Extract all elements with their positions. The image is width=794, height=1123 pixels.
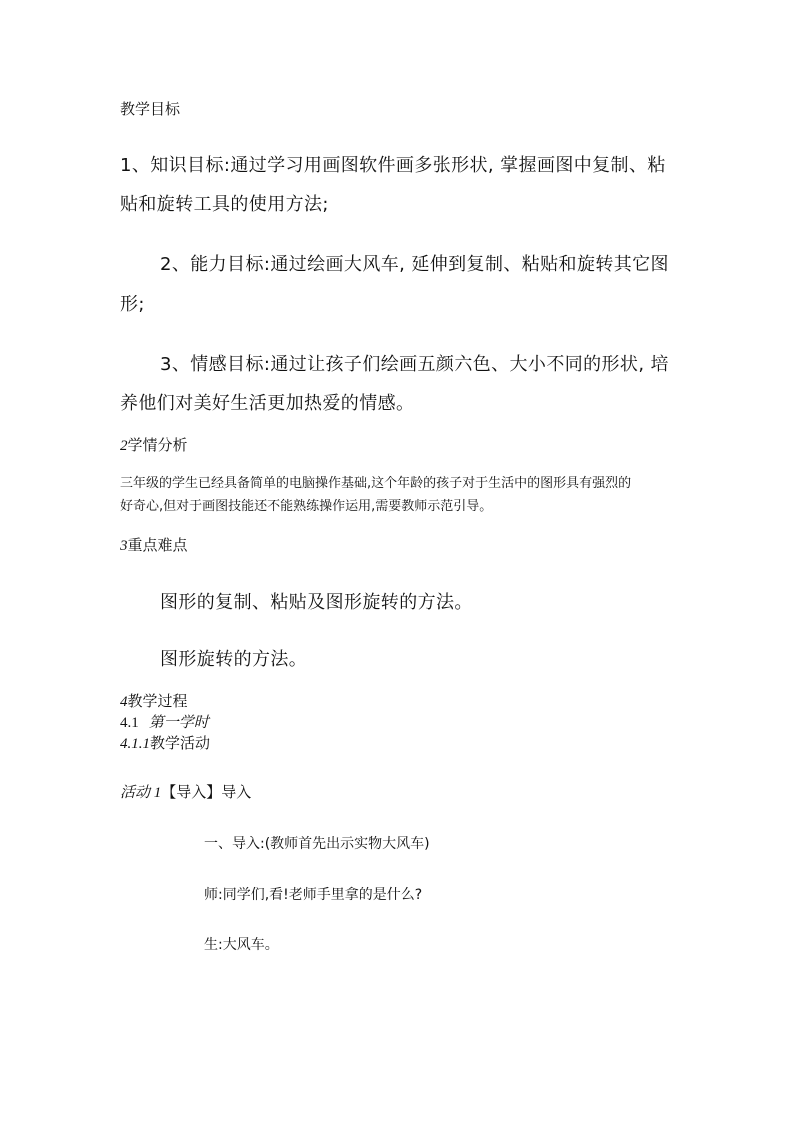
key-point-2: 图形旋转的方法。 xyxy=(160,649,308,670)
activity-title: 导入 xyxy=(221,783,252,801)
emotion-objective-line1: 3、情感目标:通过让孩子们绘画五颜六色、大小不同的形状, 培 xyxy=(160,354,669,375)
activity-line-2: 师:同学们,看!老师手里拿的是什么? xyxy=(204,887,423,903)
process-subsubheading xyxy=(120,732,210,753)
key-points-heading xyxy=(120,534,188,555)
analysis-text-line2: 好奇心,但对于画图技能还不能熟练操作运用,需要教师示范引导。 xyxy=(120,499,493,514)
analysis-title: 学情分析 xyxy=(127,436,188,454)
process-sub-number: 4.1 xyxy=(120,715,139,731)
process-number: 4 xyxy=(120,694,128,710)
activity-tag: 【导入】 xyxy=(161,783,222,801)
activity-line-1: 一、导入:(教师首先出示实物大风车) xyxy=(204,836,430,852)
activity-label: 活动 1 xyxy=(120,785,162,801)
key-points-number: 3 xyxy=(120,538,128,554)
analysis-heading xyxy=(120,434,188,455)
process-heading xyxy=(120,690,188,711)
ability-objective-line2: 形; xyxy=(120,294,145,315)
ability-objective-line1: 2、能力目标:通过绘画大风车, 延伸到复制、粘贴和旋转其它图 xyxy=(160,254,669,275)
knowledge-objective-line2: 贴和旋转工具的使用方法; xyxy=(120,194,329,215)
emotion-objective-line2: 养他们对美好生活更加热爱的情感。 xyxy=(120,393,415,414)
analysis-text-line1: 三年级的学生已经具备简单的电脑操作基础,这个年龄的孩子对于生活中的图形具有强烈的 xyxy=(120,476,632,491)
analysis-number: 2 xyxy=(120,438,128,454)
knowledge-objective-line1: 1、知识目标:通过学习用画图软件画多张形状, 掌握画图中复制、粘 xyxy=(120,155,666,176)
key-point-1: 图形的复制、粘贴及图形旋转的方法。 xyxy=(160,592,473,613)
activity-heading xyxy=(120,781,251,802)
objectives-heading: 教学目标 xyxy=(120,100,181,118)
process-subsub-title: 教学活动 xyxy=(150,734,211,752)
key-points-title: 重点难点 xyxy=(127,536,188,554)
process-subheading xyxy=(120,711,209,732)
process-title: 教学过程 xyxy=(127,692,188,710)
process-subsub-number: 4.1.1 xyxy=(120,736,150,752)
process-sub-title: 第一学时 xyxy=(148,715,209,731)
activity-line-3: 生:大风车。 xyxy=(204,937,279,953)
